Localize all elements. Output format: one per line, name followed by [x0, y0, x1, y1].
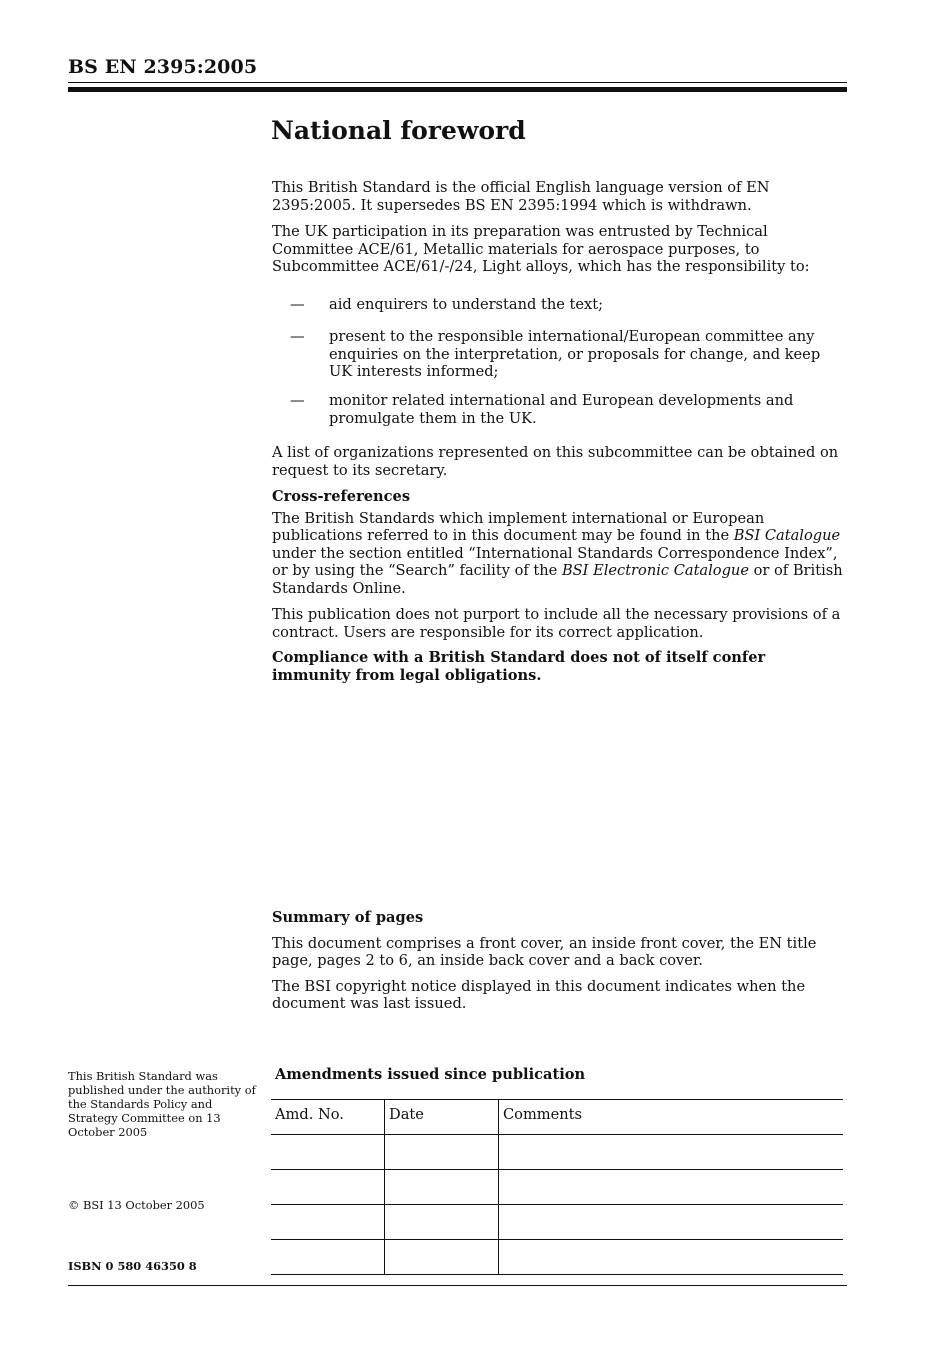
amendments-title: Amendments issued since publication — [275, 1066, 586, 1083]
table-row — [271, 1135, 843, 1170]
copyright-note: © BSI 13 October 2005 — [68, 1198, 205, 1212]
table-cell — [271, 1170, 385, 1205]
publication-authority-note: This British Standard was published under the authority of the Standards Policy and Strategy Committee on 13 October 2005 — [68, 1069, 256, 1139]
standard-code: BS EN 2395:2005 — [68, 56, 258, 78]
table-cell — [499, 1205, 844, 1240]
dash-marker: — — [290, 328, 305, 345]
column-header-date: Date — [385, 1100, 499, 1135]
table-cell — [385, 1135, 499, 1170]
cross-references-heading: Cross-references — [272, 488, 411, 505]
column-header-comments: Comments — [499, 1100, 844, 1135]
table-row — [271, 1205, 843, 1240]
cross-references-section — [272, 488, 847, 597]
footer-rule — [68, 1285, 847, 1286]
paragraph-organizations: A list of organizations represented on this subcommittee can be obtained on request to its secretary. — [272, 444, 839, 479]
responsibility-text: present to the responsible international/European committee any enquiries on the interpretation, or proposals for change, and keep UK interests informed; — [329, 328, 821, 380]
table-cell — [385, 1170, 499, 1205]
table-cell — [271, 1205, 385, 1240]
dash-marker: — — [290, 296, 305, 313]
table-cell — [499, 1135, 844, 1170]
table-row — [271, 1240, 843, 1275]
table-cell — [499, 1170, 844, 1205]
responsibility-text: aid enquirers to understand the text; — [329, 296, 604, 313]
isbn: ISBN 0 580 46350 8 — [68, 1259, 197, 1273]
amendments-table — [271, 1099, 843, 1275]
table-row — [271, 1170, 843, 1205]
header-rule-thick — [68, 87, 847, 92]
table-cell — [385, 1240, 499, 1275]
summary-section — [272, 909, 847, 1013]
table-header-row — [271, 1100, 843, 1135]
dash-marker: — — [290, 392, 305, 409]
paragraph-supersedes: This British Standard is the official English language version of EN 2395:2005. It supersedes BS EN 2395:1994 which is withdrawn. — [272, 179, 770, 214]
table-cell — [271, 1240, 385, 1275]
responsibility-text: monitor related international and European developments and promulgate them in the UK. — [329, 392, 794, 427]
table-cell — [271, 1135, 385, 1170]
summary-heading: Summary of pages — [272, 909, 424, 926]
column-header-amd-no: Amd. No. — [271, 1100, 385, 1135]
header-rule-thin — [68, 82, 847, 83]
paragraph-participation: The UK participation in its preparation was entrusted by Technical Committee ACE/61, Metallic materials for aerospace purposes, to Subcommittee ACE/61/-/24, Light alloys, which has the responsibility to: — [272, 223, 810, 275]
copyright-notice-text: The BSI copyright notice displayed in this document indicates when the document was last issued. — [272, 977, 806, 1012]
paragraph-compliance: Compliance with a British Standard does not of itself confer immunity from legal obligations. — [272, 649, 766, 684]
summary-text: This document comprises a front cover, an inside front cover, the EN title page, pages 2 to 6, an inside back cover and a back cover. — [272, 934, 817, 969]
table-cell — [499, 1240, 844, 1275]
paragraph-provisions: This publication does not purport to include all the necessary provisions of a contract. Users are responsible for its correct application. — [272, 606, 841, 641]
page-title: National foreword — [271, 116, 526, 145]
table-cell — [385, 1205, 499, 1240]
cross-references-text: The British Standards which implement international or European publications referred to in this document may be found in the BSI Catalogue under the section entitled “International Standards Correspondence Index”, or by using the “Search” facility of the BSI Electronic Catalogue or of British Standards Online. — [272, 509, 843, 597]
